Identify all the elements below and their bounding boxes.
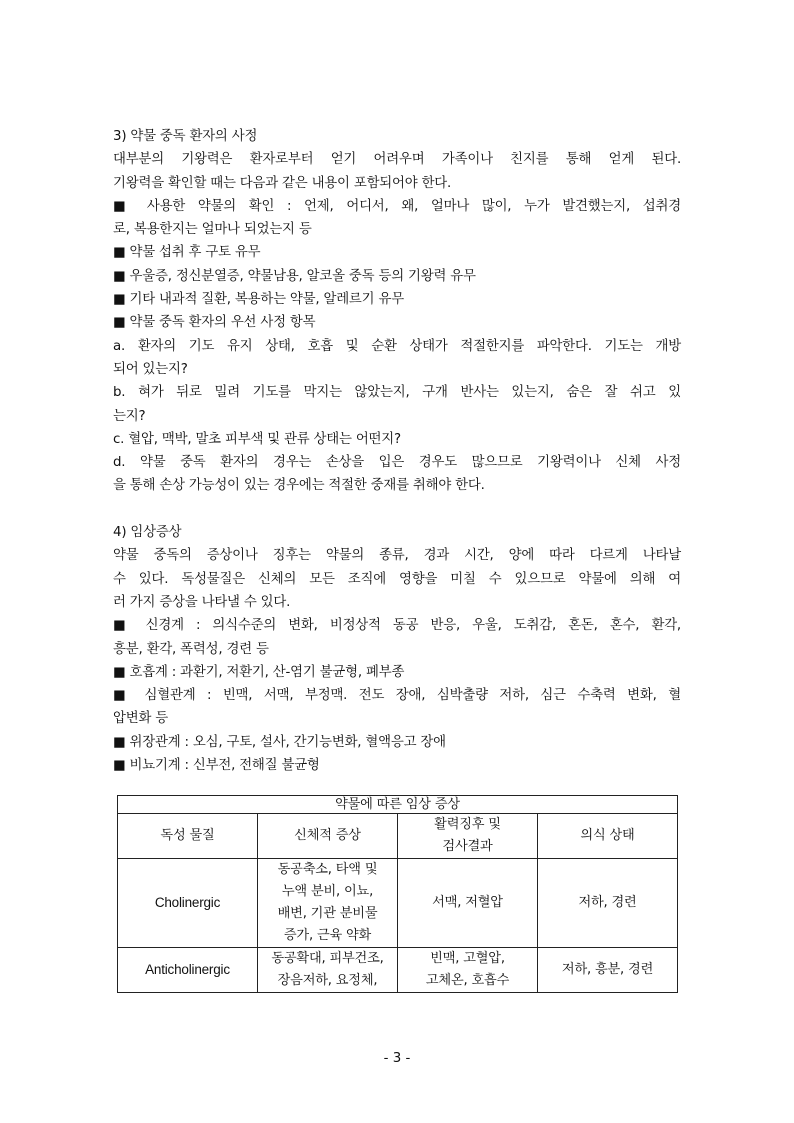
cell-consciousness: 저하, 흥분, 경련 [538,948,678,993]
section-4-intro-line-3: 러 가지 증상을 나타낼 수 있다. [113,594,291,610]
item-b-line-1: b. 혀가 뒤로 밀려 기도를 막지는 않았는지, 구개 반사는 있는지, 숨은 잘 쉬고 있 [113,385,681,401]
section-3-intro-line-2: 기왕력을 확인할 때는 다음과 같은 내용이 포함되어야 한다. [113,175,452,191]
bullet-respiratory: ■ 호흡계 : 과환기, 저환기, 산-염기 불균형, 폐부종 [113,664,405,680]
bullet-nervous-line-2: 흥분, 환각, 폭력성, 경련 등 [113,641,269,657]
bullet-priority-items: ■ 약물 중독 환자의 우선 사정 항목 [113,315,316,331]
cell-vitals: 빈맥, 고혈압, 고체온, 호흡수 [398,948,538,993]
header-vitals: 활력징후 및 검사결과 [398,814,538,859]
item-b-line-2: 는지? [113,408,146,424]
header-consciousness: 의식 상태 [538,814,678,859]
item-a-line-1: a. 환자의 기도 유지 상태, 호흡 및 순환 상태가 적절한지를 파악한다. 기도는 개방 [113,338,681,354]
section-4-intro-line-1: 약물 중독의 증상이나 징후는 약물의 종류, 경과 시간, 양에 따라 다르게 나타날 [113,548,681,564]
section-4-heading: 4) 임상증상 [113,525,182,541]
section-4-intro-line-2: 수 있다. 독성물질은 신체의 모든 조직에 영향을 미칠 수 있으므로 약물에 의해 여 [113,571,681,587]
cell-substance: Anticholinergic [118,948,258,993]
bullet-urinary: ■ 비뇨기계 : 신부전, 전해질 불균형 [113,758,320,774]
section-3-heading: 3) 약물 중독 환자의 사정 [113,129,258,144]
bullet-medical-conditions: ■ 기타 내과적 질환, 복용하는 약물, 알레르기 유무 [113,292,404,308]
item-c: c. 혈압, 맥박, 말초 피부색 및 관류 상태는 어떤지? [113,431,401,447]
cell-consciousness: 저하, 경련 [538,859,678,948]
table-caption: 약물에 따른 임상 증상 [118,796,678,814]
bullet-vomiting: ■ 약물 섭취 후 구토 유무 [113,245,261,261]
header-physical: 신체적 증상 [258,814,398,859]
symptoms-table [117,795,678,993]
cell-vitals: 서맥, 저혈압 [398,859,538,948]
bullet-cardiovascular-line-1: ■ 심혈관계 : 빈맥, 서맥, 부정맥. 전도 장애, 심박출량 저하, 심근 수축력 변화, 혈 [113,688,681,704]
cell-substance: Cholinergic [118,859,258,948]
item-d-line-2: 을 통해 손상 가능성이 있는 경우에는 적절한 중재를 취해야 한다. [113,478,485,494]
bullet-medication-line-1: ■ 사용한 약물의 확인 : 언제, 어디서, 왜, 얼마나 많이, 누가 발견했는지, 섭취경 [113,198,681,214]
header-substance: 독성 물질 [118,814,258,859]
bullet-gastrointestinal: ■ 위장관계 : 오심, 구토, 설사, 간기능변화, 혈액응고 장애 [113,734,446,750]
section-3-intro-line-1: 대부분의 기왕력은 환자로부터 얻기 어려우며 가족이나 친지를 통해 얻게 된다. [113,152,681,168]
document-body [113,125,681,777]
cell-physical: 동공확대, 피부건조, 장음저하, 요정체, [258,948,398,993]
page-number: - 3 - [383,1051,411,1066]
item-d-line-1: d. 약물 중독 환자의 경우는 손상을 입은 경우도 많으므로 기왕력이나 신체 사정 [113,455,681,471]
item-a-line-2: 되어 있는지? [113,361,188,377]
table-row [118,859,678,948]
bullet-medication-line-2: 로, 복용한지는 얼마나 되었는지 등 [113,222,312,238]
cell-physical: 동공축소, 타액 및 누액 분비, 이뇨, 배변, 기관 분비물 증가, 근육 약화 [258,859,398,948]
table-row [118,948,678,993]
bullet-cardiovascular-line-2: 압변화 등 [113,711,168,727]
bullet-nervous-line-1: ■ 신경계 : 의식수준의 변화, 비정상적 동공 반응, 우울, 도취감, 혼돈, 혼수, 환각, [113,618,681,634]
bullet-history: ■ 우울증, 정신분열증, 약물남용, 알코올 중독 등의 기왕력 유무 [113,268,476,284]
